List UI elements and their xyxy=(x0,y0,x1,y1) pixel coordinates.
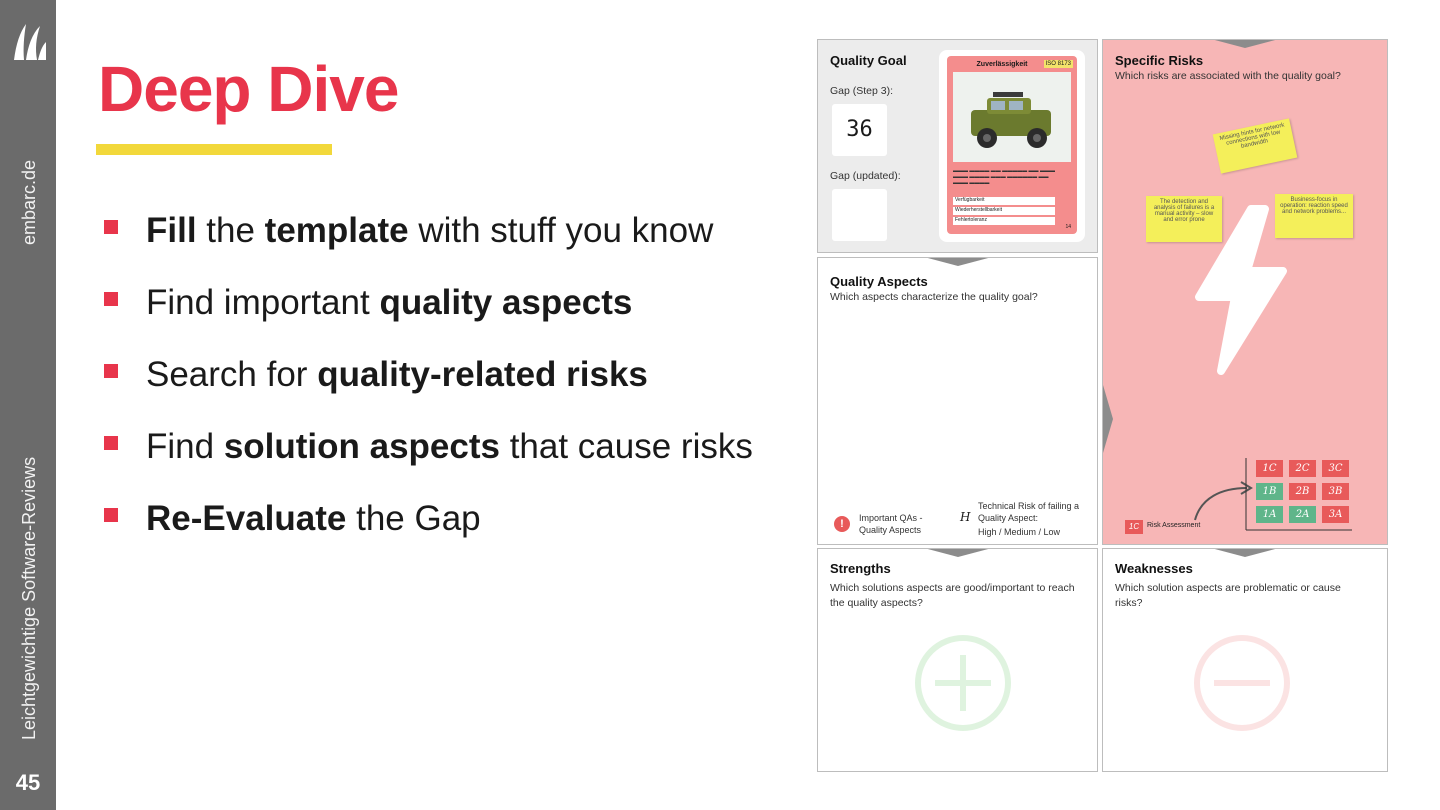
bullet-square-icon xyxy=(104,364,118,378)
card-row: Fehlertoleranz xyxy=(953,217,1055,225)
risk-sticky-note: Business-focus in operation: reaction speed and network problems... xyxy=(1275,194,1353,238)
risk-badge: 1C xyxy=(1125,520,1143,534)
bullet-item xyxy=(104,349,753,421)
quality-goal-panel xyxy=(817,39,1098,253)
specific-risks-heading: Specific Risks xyxy=(1115,53,1204,68)
risk-sticky-note: Missing hints for network connections with low bandwidth xyxy=(1213,118,1298,173)
risk-legend: Risk Assessment xyxy=(1147,522,1201,529)
risk-sticky-note: The detection and analysis of failures is a manual activity – slow and error prone xyxy=(1146,196,1222,242)
card-row: Wiederherstellbarkeit xyxy=(953,207,1055,215)
gap-updated-label: Gap (updated): xyxy=(830,170,901,182)
sidebar-rail xyxy=(0,0,56,810)
bullet-text: Find xyxy=(146,427,224,466)
risk-cell: 2B xyxy=(1289,483,1316,500)
bullet-bold-text: Re-Evaluate xyxy=(146,499,347,538)
bullet-list xyxy=(104,205,753,565)
bullet-bold-text: Fill xyxy=(146,211,197,250)
panel-notch xyxy=(924,257,992,266)
bullet-bold-text: quality aspects xyxy=(379,283,633,322)
risk-cell: 3A xyxy=(1322,506,1349,523)
risk-cell: 1A xyxy=(1256,506,1283,523)
card-title: Zuverlässigkeit xyxy=(976,61,1028,68)
quality-aspects-panel xyxy=(817,257,1098,545)
bullet-square-icon xyxy=(104,292,118,306)
bullet-text: Find important xyxy=(146,283,380,322)
vehicle-image xyxy=(953,72,1071,162)
panel-notch-side xyxy=(1103,385,1113,453)
risk-cell: 1C xyxy=(1256,460,1283,477)
risk-cell: 1B xyxy=(1256,483,1283,500)
bullet-item xyxy=(104,421,753,493)
page-number: 45 xyxy=(15,770,41,795)
card-badge: ISO 8173 xyxy=(1045,61,1071,67)
plus-circle-icon xyxy=(913,633,1013,733)
legend-important-qas: Important QAs - Quality Aspects xyxy=(859,513,923,535)
page-title: Deep Dive xyxy=(98,53,399,125)
specific-risks-question: Which risks are associated with the quality goal? xyxy=(1115,70,1341,82)
bullet-item xyxy=(104,205,753,277)
title-underline xyxy=(96,144,332,155)
alert-icon: ! xyxy=(834,516,850,532)
bullet-text: with stuff you know xyxy=(408,211,714,250)
quality-goal-heading: Quality Goal xyxy=(830,53,907,68)
bullet-item xyxy=(104,277,753,349)
sidebar-domain: embarc.de xyxy=(19,159,39,245)
embarc-logo-icon xyxy=(10,22,46,62)
gap-updated-value xyxy=(832,189,887,241)
gap-value: 36 xyxy=(832,104,887,156)
bullet-square-icon xyxy=(104,436,118,450)
card-number: 14 xyxy=(1065,224,1071,230)
bullet-item xyxy=(104,493,753,565)
minus-circle-icon xyxy=(1192,633,1292,733)
card-description: ▬▬▬ ▬▬▬▬ ▬▬ ▬▬▬▬▬ ▬▬ ▬▬▬ ▬▬▬ ▬▬▬▬ ▬▬▬ ▬▬▬▬▬▬ ▬▬ ▬▬▬ ▬▬▬▬ xyxy=(953,168,1055,186)
risk-cell: 3B xyxy=(1322,483,1349,500)
bullet-bold-text: quality-related risks xyxy=(317,355,648,394)
strengths-panel xyxy=(817,548,1098,772)
risk-cell: 3C xyxy=(1322,460,1349,477)
panel-notch xyxy=(924,548,992,557)
risk-mark: H xyxy=(960,510,971,524)
bullet-bold-text: template xyxy=(264,211,409,250)
quality-aspects-question: Which aspects characterize the quality goal? xyxy=(830,291,1038,303)
legend-technical-risk: Technical Risk of failing a Quality Aspect: xyxy=(978,501,1080,523)
risk-cell: 2A xyxy=(1289,506,1316,523)
weaknesses-panel xyxy=(1102,548,1388,772)
risk-cell: 2C xyxy=(1289,460,1316,477)
legend-risk-levels: High / Medium / Low xyxy=(978,527,1061,537)
bullet-text: the Gap xyxy=(346,499,481,538)
quality-aspects-heading: Quality Aspects xyxy=(830,274,928,289)
bullet-text: that cause risks xyxy=(499,427,753,466)
weaknesses-question: Which solution aspects are problematic or cause risks? xyxy=(1115,582,1341,609)
quality-card xyxy=(939,50,1085,242)
bullet-square-icon xyxy=(104,220,118,234)
gap-label: Gap (Step 3): xyxy=(830,85,894,97)
weaknesses-heading: Weaknesses xyxy=(1115,561,1193,576)
bullet-square-icon xyxy=(104,508,118,522)
panel-notch xyxy=(1211,39,1279,48)
card-row: Verfügbarkeit xyxy=(953,197,1055,205)
sidebar-topic: Leichtgewichtige Software-Reviews xyxy=(19,456,39,740)
bullet-text: Search for xyxy=(146,355,318,394)
bullet-bold-text: solution aspects xyxy=(223,427,500,466)
strengths-question: Which solutions aspects are good/important to reach the quality aspects? xyxy=(830,582,1075,609)
panel-notch xyxy=(1211,548,1279,557)
bullet-text: the xyxy=(196,211,265,250)
strengths-heading: Strengths xyxy=(830,561,891,576)
